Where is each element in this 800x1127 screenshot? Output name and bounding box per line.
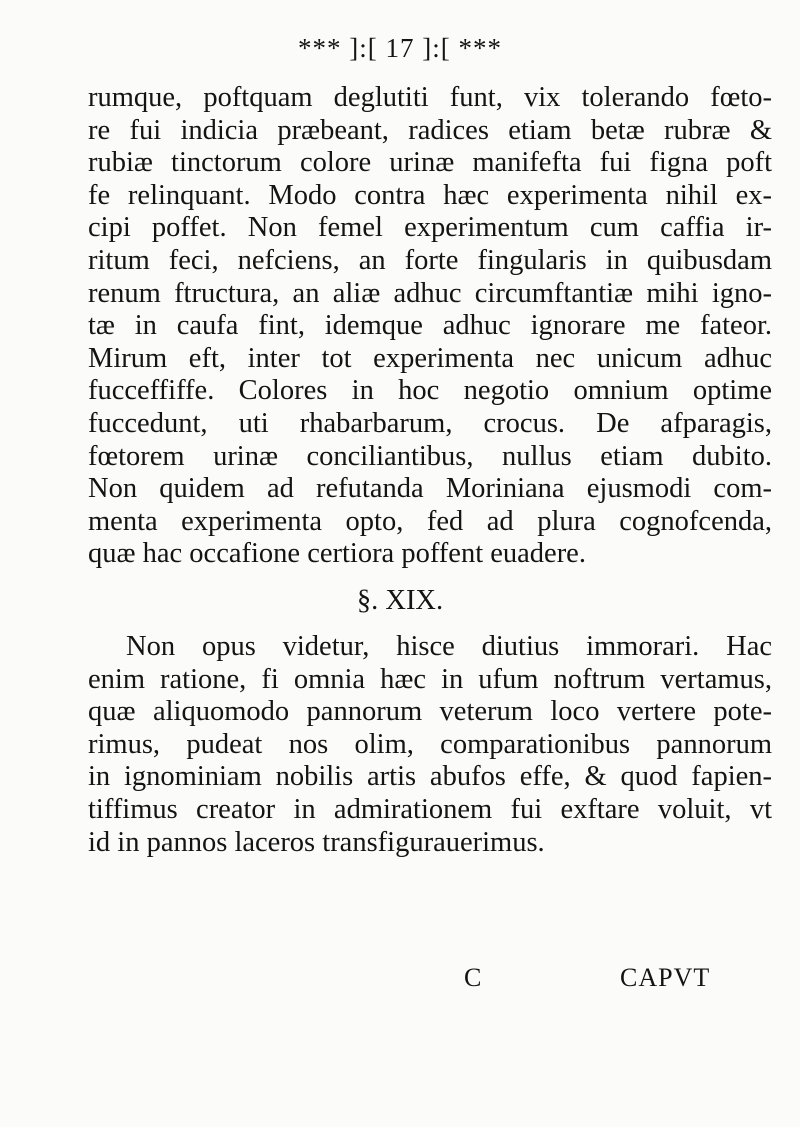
text-line: fuccedunt, uti rhabarbarum, crocus. De afparagis, xyxy=(88,407,772,439)
catchword: CAPVT xyxy=(620,963,711,992)
text-line: Non quidem ad refutanda Moriniana ejusmodi com- xyxy=(88,473,772,505)
text-line: quæ aliquomodo pannorum veterum loco vertere pote- xyxy=(88,696,772,728)
text-line: fe relinquant. Modo contra hæc experimenta nihil ex- xyxy=(88,179,772,211)
text-line: rumque, poftquam deglutiti funt, vix tolerando fœto- xyxy=(88,82,772,113)
text-line: in ignominiam nobilis artis abufos effe, & quod fapien- xyxy=(88,761,772,793)
text-line: menta experimenta opto, fed ad plura cognofcenda, xyxy=(88,505,772,537)
text-line: cipi poffet. Non femel experimentum cum caffia ir- xyxy=(88,212,772,244)
text-line: ritum feci, nefciens, an forte fingularis in quibusdam xyxy=(88,244,772,276)
text-line: re fui indicia præbeant, radices etiam betæ rubræ & xyxy=(88,114,772,146)
text-line: tæ in caufa fint, idemque adhuc ignorare me fateor. xyxy=(88,310,772,342)
text-line: tiffimus creator in admirationem fui exftare voluit, vt xyxy=(88,793,772,825)
text-line: enim ratione, fi omnia hæc in ufum noftrum vertamus, xyxy=(88,663,772,695)
text-line: Mirum eft, inter tot experimenta nec unicum adhuc xyxy=(88,342,772,374)
text-line: Non opus videtur, hisce diutius immorari. Hac xyxy=(126,631,772,662)
signature-mark: C xyxy=(464,963,482,992)
text-line: renum ftructura, an aliæ adhuc circumftantiæ mihi igno- xyxy=(88,277,772,309)
text-line: rimus, pudeat nos olim, comparationibus pannorum xyxy=(88,728,772,760)
paragraph-1 xyxy=(88,82,772,571)
text-line: rubiæ tinctorum colore urinæ manifefta fui figna poft xyxy=(88,147,772,179)
text-line: fœtorem urinæ conciliantibus, nullus etiam dubito. xyxy=(88,440,772,472)
section-heading: §. XIX. xyxy=(356,585,444,616)
text-line: fucceffiffe. Colores in hoc negotio omnium optime xyxy=(88,375,772,407)
paragraph-2 xyxy=(88,631,772,859)
text-line: quæ hac occafione certiora poffent euadere. xyxy=(88,538,586,570)
running-head: *** ]:[ 17 ]:[ *** xyxy=(298,33,502,63)
text-line: id in pannos laceros transfigurauerimus. xyxy=(88,826,545,858)
page-footer xyxy=(0,958,800,998)
